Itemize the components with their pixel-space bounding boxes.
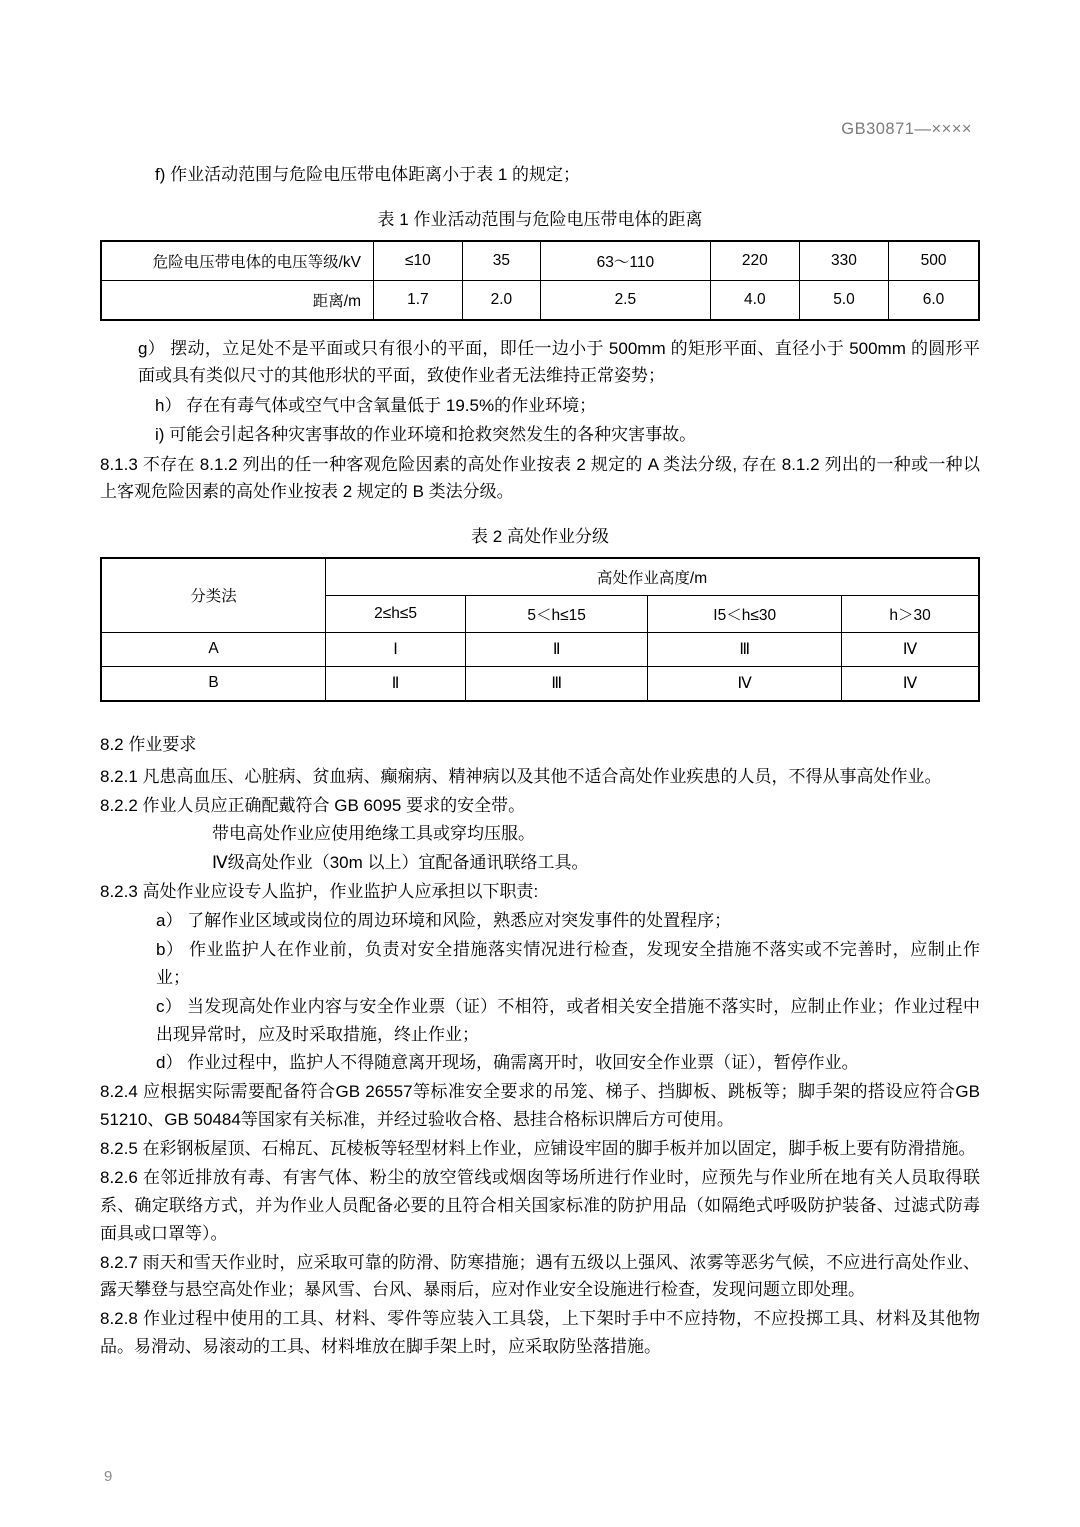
section-8-2-heading: 8.2 作业要求	[100, 734, 197, 754]
clause-8-2-2-line2: 带电高处作业应使用绝缘工具或穿均压服。	[212, 824, 535, 844]
table1-row1-c1: 2.0	[462, 280, 540, 320]
list-item-i: i) 可能会引起各种灾害事故的作业环境和抢救突然发生的各种灾害事故。	[155, 425, 697, 445]
table1-row1-c4: 5.0	[799, 280, 888, 320]
table2-row1-label: B	[101, 666, 326, 701]
clause-8-2-3-d: d） 作业过程中，监护人不得随意离开现场，确需离开时，收回安全作业票（证），暂停作业。	[156, 1053, 859, 1073]
clause-8-2-2: 8.2.2 作业人员应正确配戴符合 GB 6095 要求的安全带。	[100, 795, 526, 815]
table2-col-header-2: I5＜h≤30	[648, 595, 842, 632]
table2-col-header-3: h＞30	[842, 595, 979, 632]
table2-corner-header: 分类法	[101, 558, 326, 633]
table2-row1-c2: Ⅳ	[648, 666, 842, 701]
clause-8-2-3-c: c） 当发现高处作业内容与安全作业票（证）不相符，或者相关安全措施不落实时，应制止作业；作业过程中出现异常时，应及时采取措施，终止作业；	[156, 996, 980, 1044]
table2-title: 表 2 高处作业分级	[471, 526, 609, 546]
table1-row0-c0: ≤10	[374, 241, 463, 281]
table-row	[101, 558, 979, 596]
table1-row0-c3: 220	[710, 241, 799, 281]
table2-row0-c2: Ⅲ	[648, 632, 842, 666]
clause-8-2-1: 8.2.1 凡患高血压、心脏病、贫血病、癫痫病、精神病以及其他不适合高处作业疾患的人员，不得从事高处作业。	[100, 766, 942, 786]
table1-row0-label: 危险电压带电体的电压等级/kV	[101, 241, 374, 281]
table2-row1-c1: Ⅲ	[466, 666, 648, 701]
table-row	[101, 666, 979, 701]
clause-8-2-2-line3: Ⅳ级高处作业（30m 以上）宜配备通讯联络工具。	[212, 853, 589, 873]
table-row	[101, 280, 979, 320]
table-work-height-grading	[100, 557, 980, 702]
table2-row0-c1: Ⅱ	[466, 632, 648, 666]
clause-8-2-6: 8.2.6 在邻近排放有毒、有害气体、粉尘的放空管线或烟囱等场所进行作业时，应预先与作业所在地有关人员取得联系、确定联络方式，并为作业人员配备必要的且符合相关国家标准的防护用品（如隔绝式呼吸防护装备、过滤式防毒面具或口罩等）。	[100, 1167, 980, 1243]
table1-row1-label: 距离/m	[101, 280, 374, 320]
page-header-standard-code: GB30871—××××	[841, 120, 972, 138]
table-row	[101, 632, 979, 666]
table2-row0-c3: Ⅳ	[842, 632, 979, 666]
page-number: 9	[104, 1468, 113, 1485]
clause-8-2-3: 8.2.3 高处作业应设专人监护，作业监护人应承担以下职责:	[100, 882, 539, 902]
clause-8-2-4: 8.2.4 应根据实际需要配备符合GB 26557等标准安全要求的吊笼、梯子、挡脚板、跳板等；脚手架的搭设应符合GB 51210、GB 50484等国家有关标准，并经过验收合格、悬挂合格标识牌后方可使用。	[100, 1082, 980, 1130]
list-item-h: h） 存在有毒气体或空气中含氧量低于 19.5%的作业环境；	[155, 395, 597, 415]
table2-group-header: 高处作业高度/m	[326, 558, 980, 596]
table1-row0-c5: 500	[889, 241, 979, 281]
clause-8-2-3-a: a） 了解作业区域或岗位的周边环境和风险，熟悉应对突发事件的处置程序；	[156, 911, 732, 931]
table1-title: 表 1 作业活动范围与危险电压带电体的距离	[377, 209, 703, 229]
table1-row0-c4: 330	[799, 241, 888, 281]
list-item-f: f) 作业活动范围与危险电压带电体距离小于表 1 的规定；	[155, 165, 581, 184]
table-row	[101, 241, 979, 281]
clause-8-2-5: 8.2.5 在彩钢板屋顶、石棉瓦、瓦棱板等轻型材料上作业，应铺设牢固的脚手板并加以固定，脚手板上要有防滑措施。	[100, 1139, 976, 1159]
clause-8-2-8: 8.2.8 作业过程中使用的工具、材料、零件等应装入工具袋，上下架时手中不应持物，不应投掷工具、材料及其他物品。易滑动、易滚动的工具、材料堆放在脚手架上时，应采取防坠落措施。	[100, 1309, 980, 1357]
table1-row1-c5: 6.0	[889, 280, 979, 320]
table2-row0-c0: Ⅰ	[326, 632, 466, 666]
clause-8-2-7: 8.2.7 雨天和雪天作业时，应采取可靠的防滑、防寒措施；遇有五级以上强风、浓雾等恶劣气候，不应进行高处作业、露天攀登与悬空高处作业；暴风雪、台风、暴雨后，应对作业安全设施进行检查，发现问题立即处理。	[100, 1252, 980, 1300]
table2-col-header-1: 5＜h≤15	[466, 595, 648, 632]
table2-row1-c0: Ⅱ	[326, 666, 466, 701]
clause-8-2-3-b: b） 作业监护人在作业前，负责对安全措施落实情况进行检查，发现安全措施不落实或不完善时，应制止作业；	[156, 939, 980, 987]
table1-row0-c2: 63～110	[540, 241, 710, 281]
table2-row1-c3: Ⅳ	[842, 666, 979, 701]
list-item-g: g） 摆动，立足处不是平面或只有很小的平面，即任一边小于 500mm 的矩形平面、直径小于 500mm 的圆形平面或具有类似尺寸的其他形状的平面，致使作业者无法维持正常姿势；	[138, 338, 980, 386]
table2-col-header-0: 2≤h≤5	[326, 595, 466, 632]
clause-8-1-3: 8.1.3 不存在 8.1.2 列出的任一种客观危险因素的高处作业按表 2 规定的 A 类法分级, 存在 8.1.2 列出的一种或一种以上客观危险因素的高处作业按表 2 规定的 B 类法分级。	[100, 454, 980, 502]
table1-row1-c0: 1.7	[374, 280, 463, 320]
table1-row1-c3: 4.0	[710, 280, 799, 320]
table1-row0-c1: 35	[462, 241, 540, 281]
table1-row1-c2: 2.5	[540, 280, 710, 320]
table-distance-voltage	[100, 240, 980, 321]
table2-row0-label: A	[101, 632, 326, 666]
